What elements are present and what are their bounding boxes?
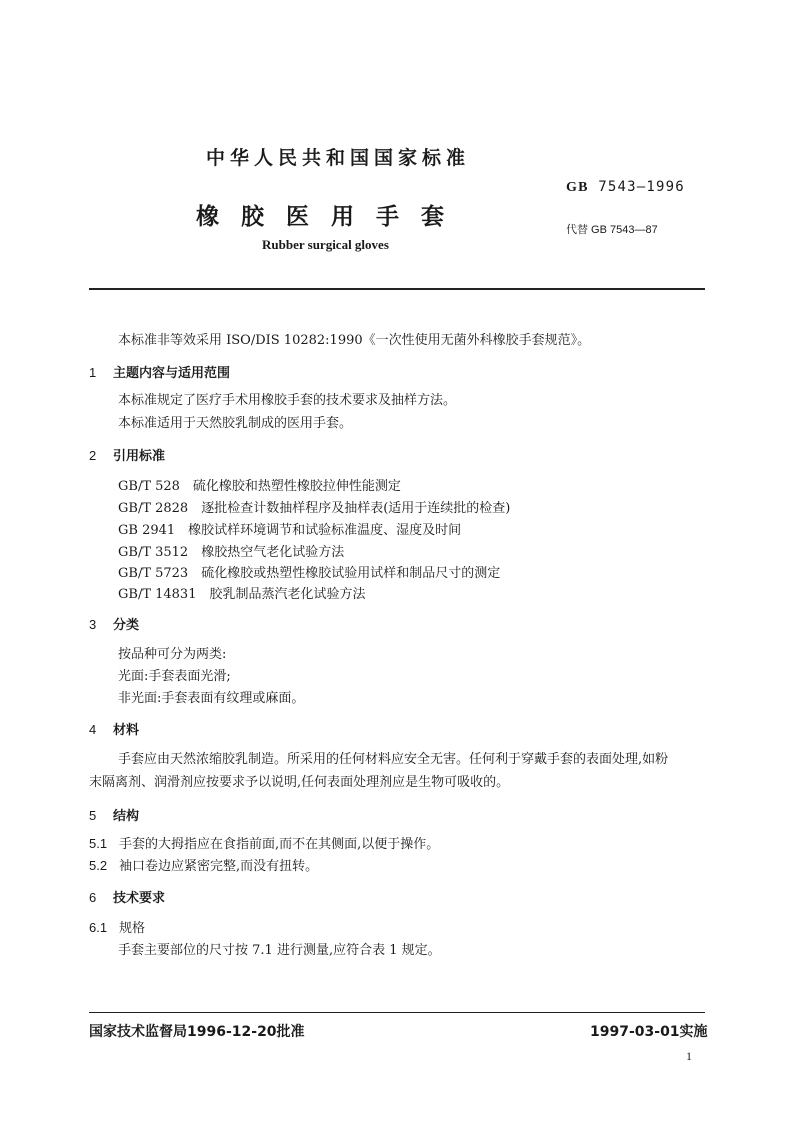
approval-note: 国家技术监督局1996-12-20批准: [89, 1024, 305, 1040]
effective-date: 1997-03-01实施: [590, 1024, 708, 1040]
section-2-title: 引用标准: [113, 449, 166, 464]
clause-5-2: [89, 855, 318, 874]
section-3-heading: [89, 614, 139, 633]
clause-5-1: [89, 833, 439, 852]
intro-paragraph: 本标准非等效采用 ISO/DIS 10282:1990《一次性使用无菌外科橡胶手套规范》。: [118, 333, 591, 348]
section-2-number: 2: [89, 448, 97, 463]
standard-code-prefix: GB: [566, 180, 589, 195]
section-4-line: 末隔离剂、润滑剂应按要求予以说明,任何表面处理剂应是生物可吸收的。: [89, 775, 510, 790]
section-3-line: 按品种可分为两类:: [118, 647, 227, 662]
section-1-heading: [89, 362, 230, 381]
clause-text: 手套的大拇指应在食指前面,而不在其侧面,以便于操作。: [119, 837, 440, 852]
reference-item: GB/T 528 硫化橡胶和热塑性橡胶拉伸性能测定: [118, 479, 401, 494]
clause-number: 5.2: [89, 858, 108, 873]
section-6-title: 技术要求: [113, 891, 166, 906]
clause-number: 5.1: [89, 836, 108, 851]
reference-item: GB/T 5723 硫化橡胶或热塑性橡胶试验用试样和制品尺寸的测定: [118, 566, 501, 581]
section-6-heading: [89, 887, 165, 906]
section-6-line: 手套主要部位的尺寸按 7.1 进行测量,应符合表 1 规定。: [118, 943, 441, 958]
standard-code-number: 7543—1996: [598, 179, 685, 195]
page-number: 1: [686, 1049, 692, 1063]
replaces-note: 代替 GB 7543—87: [566, 224, 658, 236]
section-1-title: 主题内容与适用范围: [113, 366, 231, 381]
clause-text: 袖口卷边应紧密完整,而没有扭转。: [119, 859, 319, 874]
document-title-en: Rubber surgical gloves: [262, 237, 389, 252]
footer-divider: [89, 1012, 705, 1013]
section-4-title: 材料: [113, 723, 140, 738]
clause-title: 规格: [119, 921, 146, 936]
reference-item: GB 2941 橡胶试样环境调节和试验标准温度、湿度及时间: [118, 523, 462, 538]
section-4-heading: [89, 719, 139, 738]
clause-6-1: [89, 917, 145, 936]
section-3-title: 分类: [113, 618, 140, 633]
section-6-number: 6: [89, 890, 97, 905]
section-5-title: 结构: [113, 809, 140, 824]
section-3-number: 3: [89, 617, 97, 632]
header-divider: [89, 288, 705, 290]
reference-item: GB/T 2828 逐批检查计数抽样程序及抽样表(适用于连续批的检查): [118, 501, 511, 516]
national-standard-heading: 中华人民共和国国家标准: [206, 147, 471, 169]
reference-item: GB/T 14831 胶乳制品蒸汽老化试验方法: [118, 587, 366, 602]
section-3-line: 光面:手套表面光滑;: [118, 669, 231, 684]
standard-code: [566, 179, 685, 196]
section-5-heading: [89, 805, 139, 824]
document-title-cn: 橡胶医用手套: [196, 204, 466, 230]
reference-item: GB/T 3512 橡胶热空气老化试验方法: [118, 545, 345, 560]
section-4-line: 手套应由天然浓缩胶乳制造。所采用的任何材料应安全无害。任何利于穿戴手套的表面处理,如粉: [118, 752, 669, 767]
section-1-line: 本标准规定了医疗手术用橡胶手套的技术要求及抽样方法。: [118, 393, 457, 408]
clause-number: 6.1: [89, 920, 108, 935]
section-1-line: 本标准适用于天然胶乳制成的医用手套。: [118, 416, 353, 431]
section-4-number: 4: [89, 722, 97, 737]
section-3-line: 非光面:手套表面有纹理或麻面。: [118, 691, 305, 706]
section-5-number: 5: [89, 808, 97, 823]
section-1-number: 1: [89, 365, 97, 380]
section-2-heading: [89, 445, 165, 464]
